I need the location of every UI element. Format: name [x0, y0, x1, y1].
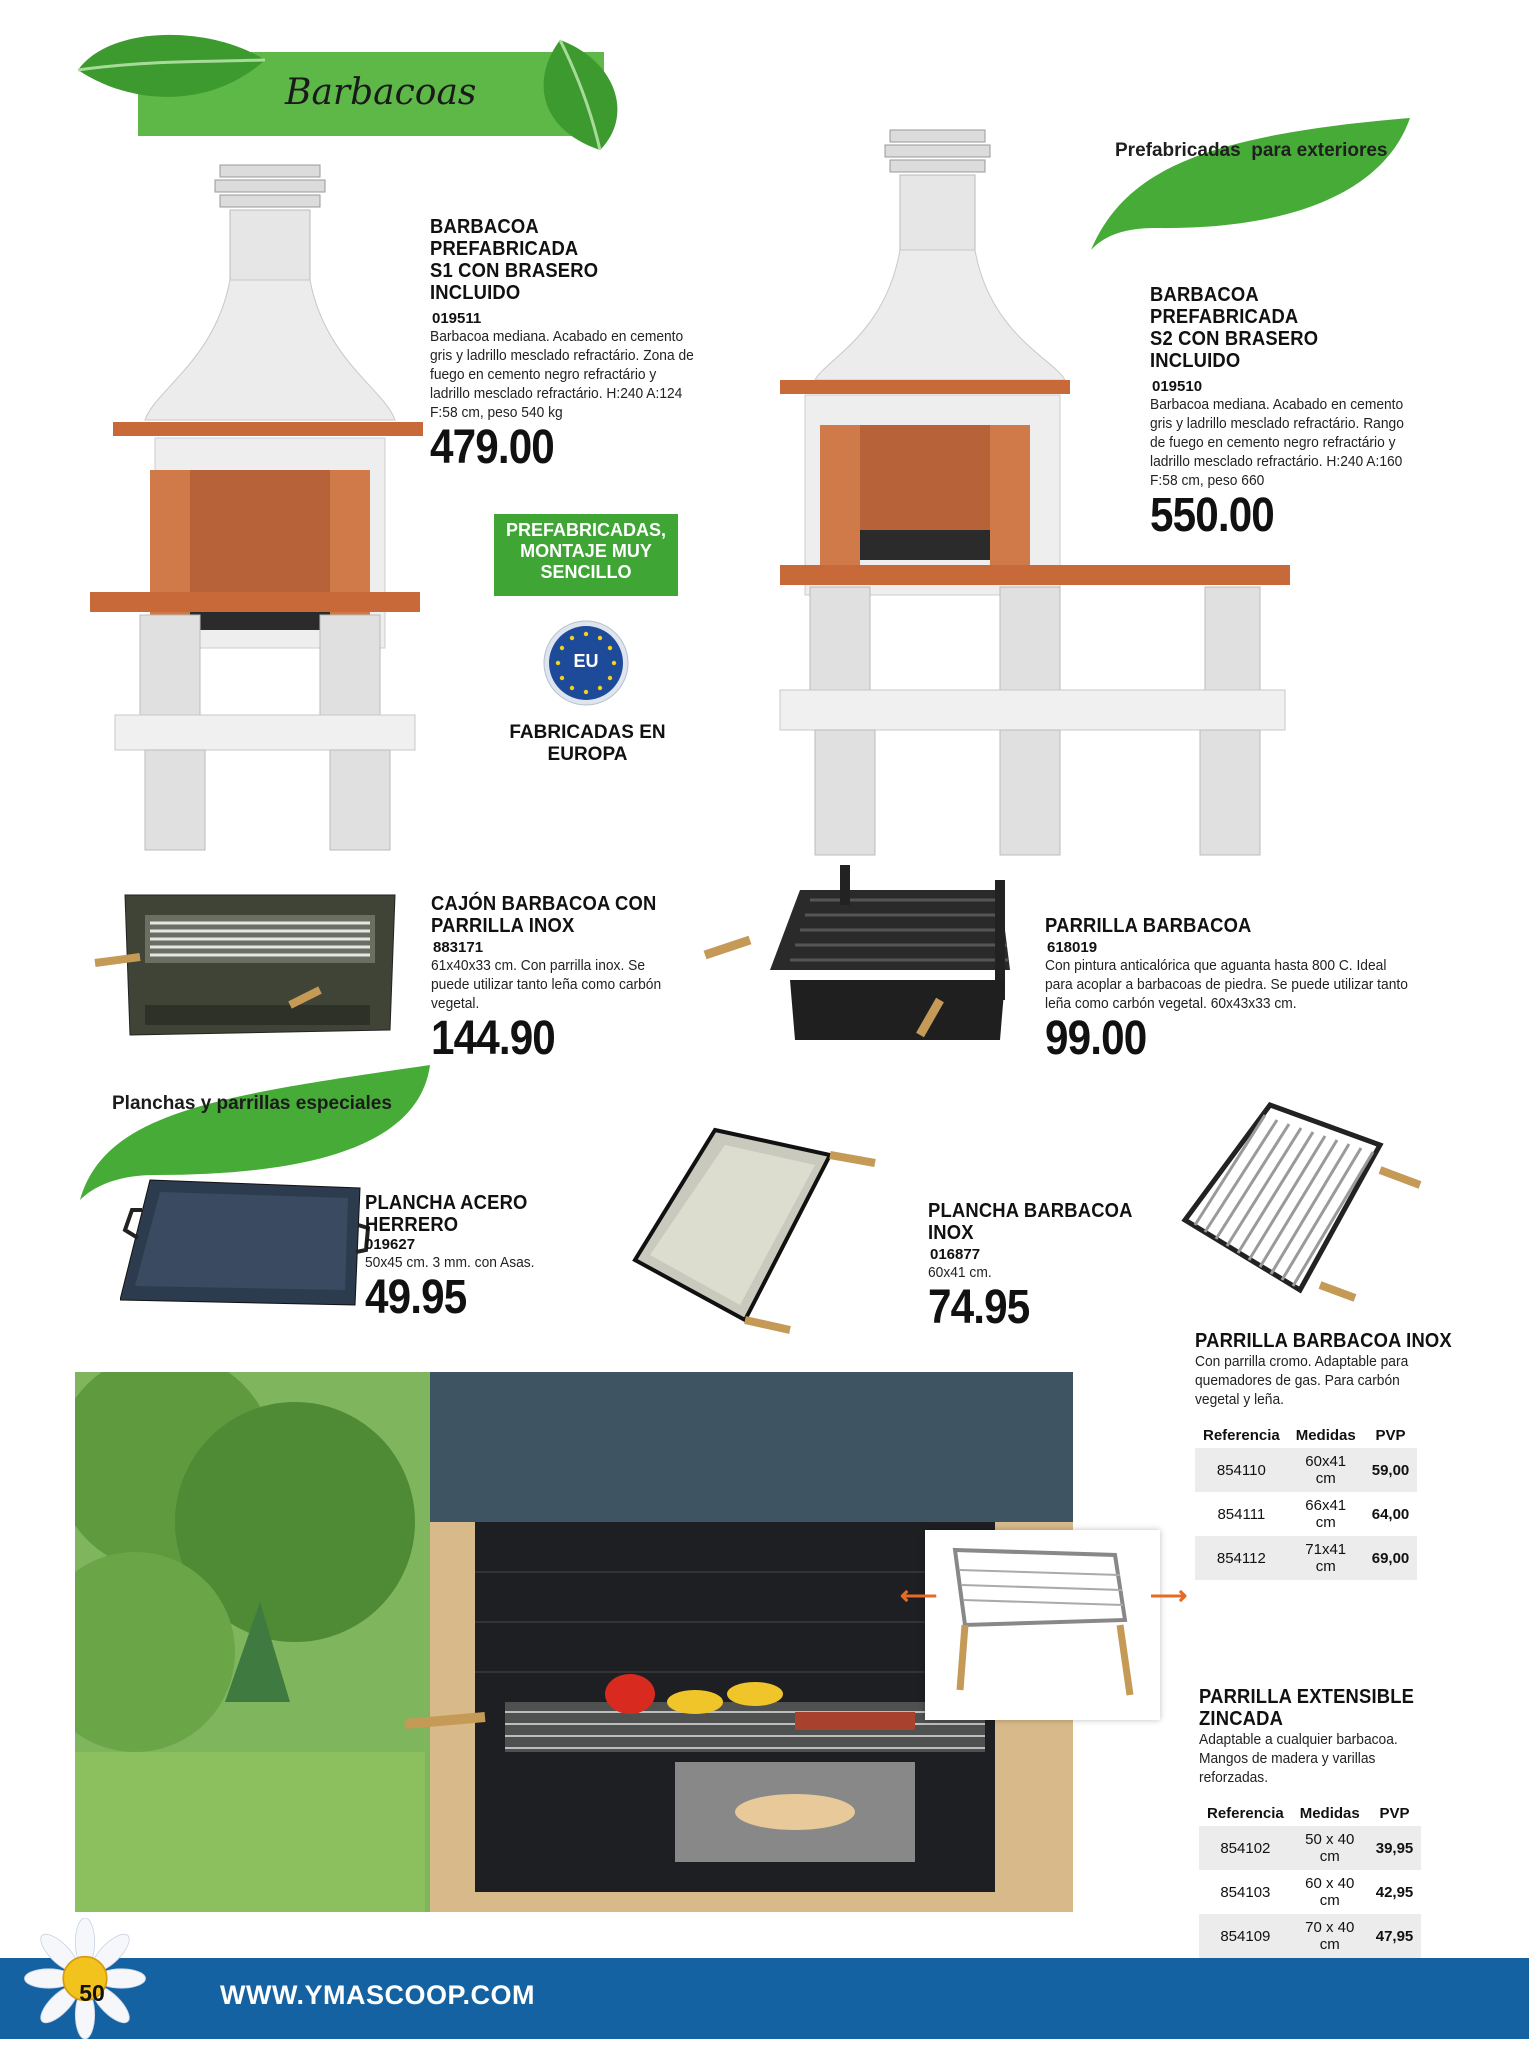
product-price: 144.90: [431, 1012, 555, 1065]
price-table: [1199, 1801, 1421, 1958]
table-row: [1199, 1826, 1421, 1870]
product-desc: Con parrilla cromo. Adaptable para quemadores de gas. Para carbón vegetal y leña.: [1195, 1353, 1409, 1408]
product-desc: 60x41 cm.: [928, 1264, 992, 1281]
barbacoa-s1-image: [85, 160, 425, 860]
banner-planchas-label: Planchas y parrillas especiales: [112, 1093, 392, 1114]
parrilla-image: [700, 860, 1020, 1080]
table-cell: 71x41 cm: [1288, 1536, 1364, 1580]
product-ref: 016877: [930, 1246, 981, 1263]
stainless-plate-icon: [630, 1125, 880, 1335]
product-desc: Con pintura anticalórica que aguanta hasta 800 C. Ideal para acoplar a barbacoas de piedra. Se puede utilizar tanto leña como carbón vegetal. 60x43x33 cm.: [1045, 957, 1408, 1012]
website-link[interactable]: WWW.YMASCOOP.COM: [220, 1980, 535, 2010]
table-row: [1195, 1492, 1417, 1536]
section-header: [60, 30, 620, 150]
product-plancha-inox: [928, 1200, 1168, 1332]
product-title: S1 CON BRASERO INCLUIDO: [430, 260, 599, 304]
table-cell: 854111: [1195, 1492, 1288, 1536]
table-cell: 42,95: [1368, 1870, 1422, 1914]
table-header: PVP: [1375, 1427, 1406, 1444]
griddle-plate-icon: [120, 1170, 370, 1310]
banner-exteriores-label: Prefabricadas para exteriores: [1115, 140, 1388, 161]
product-parrilla: [1045, 915, 1425, 1063]
product-title: PARRILLA BARBACOA INOX: [1195, 1330, 1452, 1352]
product-title: BARBACOA PREFABRICADA: [1150, 284, 1299, 328]
product-desc: Barbacoa mediana. Acabado en cemento gris y ladrillo mesclado refractário. Rango de fuego en cemento negro refractário y ladrillo mesclado refractário. H:240 A:160 F:58 cm, peso 660: [1150, 396, 1404, 489]
product-title: PARRILLA BARBACOA: [1045, 915, 1252, 937]
product-price: 74.95: [928, 1281, 1030, 1334]
table-cell: 66x41 cm: [1288, 1492, 1364, 1536]
table-cell: 64,00: [1364, 1492, 1418, 1536]
parrilla-inox-image: [1180, 1100, 1425, 1305]
table-header: Referencia: [1203, 1427, 1280, 1444]
europa-badge: FABRICADAS EN EUROPA: [509, 722, 666, 765]
product-cajon: [431, 893, 691, 1063]
product-price: 99.00: [1045, 1012, 1147, 1065]
table-cell: 50 x 40 cm: [1292, 1826, 1368, 1870]
product-s2: [1150, 284, 1430, 540]
table-cell: 70 x 40 cm: [1292, 1914, 1368, 1958]
table-cell: 854110: [1195, 1448, 1288, 1492]
table-cell: 854112: [1195, 1536, 1288, 1580]
extensible-grill-inset: [925, 1530, 1160, 1720]
product-title: PARRILLA INOX: [431, 915, 575, 937]
section-title: Barbacoas: [285, 72, 477, 113]
product-title: ZINCADA: [1199, 1708, 1284, 1730]
product-ref: 019510: [1152, 378, 1203, 395]
product-price: 49.95: [365, 1271, 467, 1324]
table-cell: 60 x 40 cm: [1292, 1870, 1368, 1914]
table-cell: 59,00: [1364, 1448, 1418, 1492]
product-title: S2 CON BRASERO INCLUIDO: [1150, 328, 1319, 372]
table-cell: 854102: [1199, 1826, 1292, 1870]
extensible-grill-icon: [925, 1530, 1160, 1720]
table-cell: 69,00: [1364, 1536, 1418, 1580]
barbecue-scene-icon: [75, 1372, 1073, 1912]
product-title: BARBACOA PREFABRICADA: [430, 216, 579, 260]
product-ref: 019511: [432, 310, 482, 327]
table-header: PVP: [1379, 1805, 1410, 1822]
product-title: PLANCHA BARBACOA: [928, 1200, 1133, 1222]
product-ref: 618019: [1047, 939, 1098, 956]
product-title: INOX: [928, 1222, 974, 1244]
table-row: [1199, 1870, 1421, 1914]
table-row: [1195, 1536, 1417, 1580]
product-extensible: [1199, 1686, 1439, 1958]
table-cell: 39,95: [1368, 1826, 1422, 1870]
grill-box-icon: [90, 885, 410, 1045]
page-number: 50: [79, 1980, 105, 2006]
product-ref: 019627: [365, 1236, 416, 1253]
price-table: [1195, 1423, 1417, 1580]
product-price: 550.00: [1150, 489, 1274, 542]
montaje-badge: PREFABRICADAS, MONTAJE MUY SENCILLO: [494, 514, 678, 596]
product-desc: Barbacoa mediana. Acabado en cemento gris y ladrillo mesclado refractário. Zona de fuego en cemento negro refractário y ladrillo mesclado refractário. H:240 A:124 F:58 cm, peso 540 kg: [430, 328, 694, 421]
grill-grate-icon: [700, 860, 1020, 1080]
product-s1: [430, 216, 700, 472]
table-cell: 47,95: [1368, 1914, 1422, 1958]
table-row: [1199, 1914, 1421, 1958]
product-price: 479.00: [430, 421, 554, 474]
product-title: PARRILLA EXTENSIBLE: [1199, 1686, 1415, 1708]
plancha-inox-image: [630, 1125, 880, 1335]
chrome-grill-icon: [1180, 1100, 1425, 1305]
plancha-acero-image: [120, 1170, 370, 1310]
table-header: Medidas: [1299, 1805, 1360, 1822]
table-cell: 60x41 cm: [1288, 1448, 1364, 1492]
table-header: Medidas: [1295, 1427, 1356, 1444]
barbecue-photo: [75, 1372, 1073, 1912]
product-parrilla-inox: [1195, 1330, 1452, 1580]
eu-flag-icon: [543, 620, 629, 706]
barbecue-s1-icon: [85, 160, 425, 860]
eu-label: EU: [573, 651, 599, 671]
table-cell: 854103: [1199, 1870, 1292, 1914]
product-title: PLANCHA ACERO: [365, 1192, 528, 1214]
table-row: [1195, 1448, 1417, 1492]
product-desc: 50x45 cm. 3 mm. con Asas.: [365, 1254, 535, 1271]
arrow-right-icon: ⟶: [1150, 1580, 1188, 1610]
product-desc: Adaptable a cualquier barbacoa. Mangos de madera y varillas reforzadas.: [1199, 1731, 1398, 1786]
arrow-left-icon: ⟵: [900, 1580, 938, 1610]
product-title: HERRERO: [365, 1214, 459, 1236]
table-cell: 854109: [1199, 1914, 1292, 1958]
table-header: Referencia: [1207, 1805, 1284, 1822]
product-ref: 883171: [433, 939, 484, 956]
product-plancha-acero: [365, 1192, 605, 1322]
product-desc: 61x40x33 cm. Con parrilla inox. Se puede utilizar tanto leña como carbón vegetal.: [431, 957, 662, 1012]
cajon-image: [90, 885, 410, 1045]
product-title: CAJÓN BARBACOA CON: [431, 893, 657, 915]
